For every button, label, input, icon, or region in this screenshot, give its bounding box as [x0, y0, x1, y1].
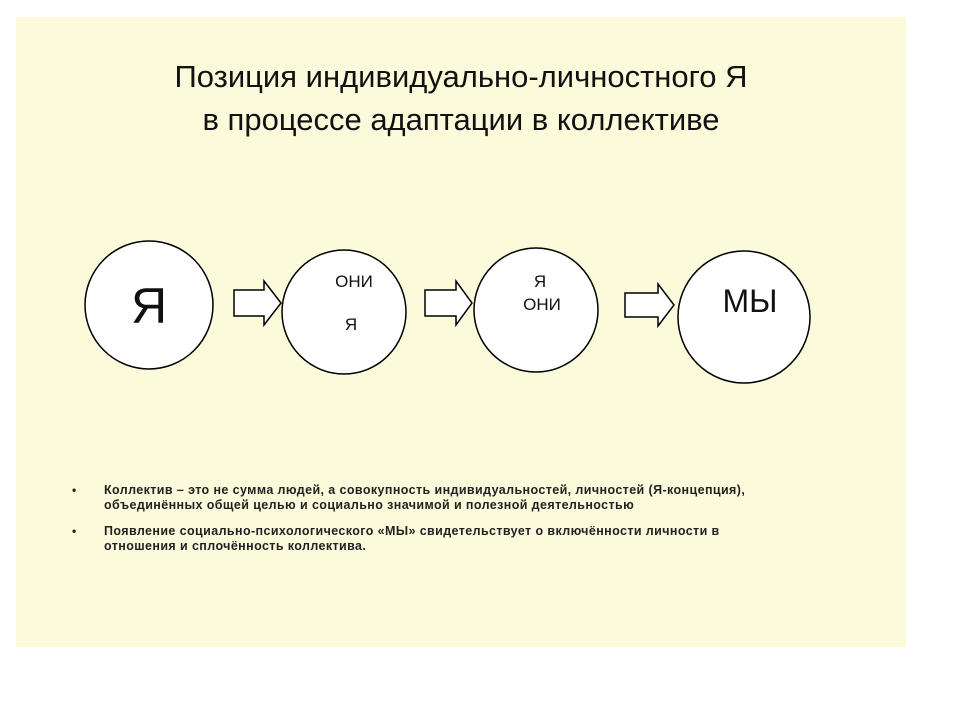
arrow-1 — [234, 281, 281, 325]
stage-2 — [282, 250, 406, 374]
note-text: Коллектив – это не сумма людей, а совокупность индивидуальностей, личностей (Я-концепция), объединённых общей целью и социально значимой и полезной деятельностью — [104, 483, 746, 512]
note-item — [72, 483, 792, 513]
slide — [16, 17, 906, 647]
stage-3 — [474, 248, 598, 372]
stage-4 — [678, 251, 810, 383]
stage-label: МЫ — [722, 283, 778, 319]
stage-label: Я — [344, 315, 358, 334]
title-line-1: Позиция индивидуально-личностного Я — [174, 59, 748, 94]
stage-1 — [85, 241, 213, 369]
bullet-icon: • — [72, 483, 77, 497]
note-item — [72, 524, 792, 554]
bullet-icon: • — [72, 524, 77, 538]
stage-label: Я — [130, 278, 168, 334]
title-line-2: в процессе адаптации в коллективе — [202, 102, 720, 137]
arrow-2 — [425, 281, 472, 325]
note-text: Появление социально-психологического «МЫ» свидетельствует о включённости личности в отношения и сплочённость коллектива. — [104, 524, 720, 553]
stage-label: ОНИ — [523, 295, 561, 314]
stage-label: ОНИ — [335, 272, 373, 291]
stage-circle — [282, 250, 406, 374]
arrow-3 — [625, 284, 674, 326]
stage-label: Я — [533, 272, 547, 291]
notes-list — [72, 483, 792, 565]
